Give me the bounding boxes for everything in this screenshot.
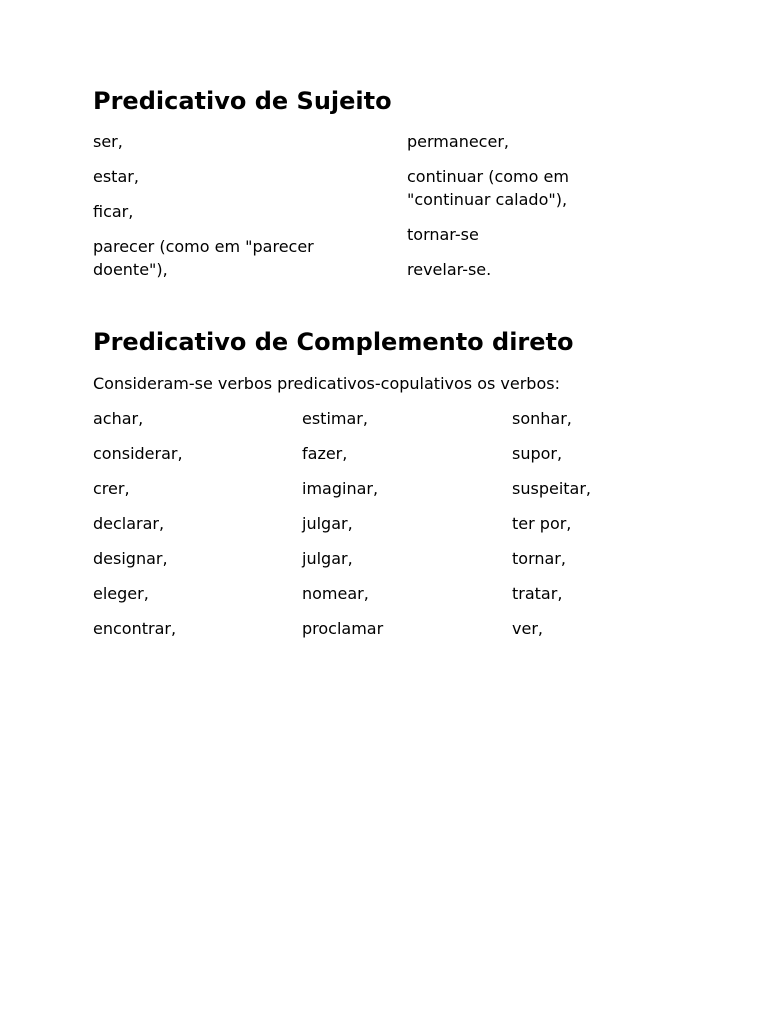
section-intro-text: Consideram-se verbos predicativos-copulativos os verbos: — [93, 374, 560, 393]
section-title-predicativo-sujeito: Predicativo de Sujeito — [93, 87, 392, 115]
verb-item: ter por, — [512, 514, 572, 533]
verb-item: achar, — [93, 409, 144, 428]
verb-item: tratar, — [512, 584, 563, 603]
verb-item: sonhar, — [512, 409, 572, 428]
verb-item: revelar-se. — [407, 260, 492, 279]
verb-item: estar, — [93, 167, 139, 186]
sujeito-verbs-right-column — [407, 130, 647, 293]
verb-item: parecer (como em "parecer doente"), — [93, 237, 314, 279]
verb-item: imaginar, — [302, 479, 379, 498]
verb-item: permanecer, — [407, 132, 509, 151]
verb-item: fazer, — [302, 444, 348, 463]
verb-item: suspeitar, — [512, 479, 591, 498]
verb-item: continuar (como em "continuar calado"), — [407, 167, 569, 209]
verb-item: ser, — [93, 132, 123, 151]
verb-item: declarar, — [93, 514, 165, 533]
section-title-predicativo-complemento-direto: Predicativo de Complemento direto — [93, 328, 574, 356]
verb-item: supor, — [512, 444, 563, 463]
verb-item: tornar, — [512, 549, 566, 568]
verb-item: julgar, — [302, 549, 353, 568]
complemento-verbs-column-2 — [302, 407, 383, 652]
verb-item: considerar, — [93, 444, 183, 463]
verb-item: nomear, — [302, 584, 369, 603]
verb-item: estimar, — [302, 409, 368, 428]
sujeito-verbs-left-column — [93, 130, 373, 293]
verb-item: ver, — [512, 619, 543, 638]
verb-item: tornar-se — [407, 225, 479, 244]
verb-item: eleger, — [93, 584, 149, 603]
verb-item: julgar, — [302, 514, 353, 533]
verb-item: encontrar, — [93, 619, 177, 638]
verb-item: designar, — [93, 549, 168, 568]
verb-item: proclamar — [302, 619, 384, 638]
verb-item: ficar, — [93, 202, 134, 221]
complemento-verbs-column-3 — [512, 407, 591, 652]
verb-item: crer, — [93, 479, 130, 498]
complemento-verbs-column-1 — [93, 407, 183, 652]
